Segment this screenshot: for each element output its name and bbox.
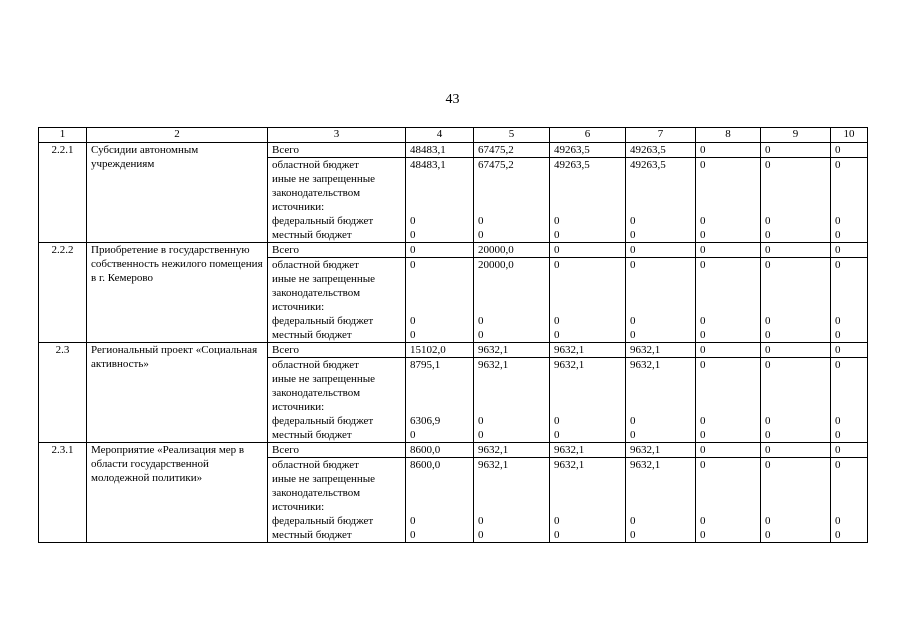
value-cell: 9632,1: [550, 443, 626, 458]
value-cell: 48483,1: [406, 158, 474, 173]
value-cell: 0: [406, 428, 474, 443]
value-cell: 0: [550, 414, 626, 428]
funding-source-cell: областной бюджет: [268, 258, 406, 273]
value-cell: 9632,1: [626, 458, 696, 473]
value-cell: 0: [831, 158, 868, 173]
value-cell: 0: [696, 528, 761, 543]
value-cell: 0: [696, 143, 761, 158]
value-cell: 0: [550, 214, 626, 228]
value-cell: 0: [761, 358, 831, 373]
value-cell: 9632,1: [474, 358, 550, 373]
value-cell: 9632,1: [626, 443, 696, 458]
value-cell: 0: [761, 414, 831, 428]
budget-table: [38, 127, 868, 543]
funding-source-cell: федеральный бюджет: [268, 314, 406, 328]
value-cell: 0: [831, 243, 868, 258]
value-cell: 0: [474, 228, 550, 243]
value-cell: 0: [761, 214, 831, 228]
value-cell: 0: [626, 428, 696, 443]
value-cell: 67475,2: [474, 158, 550, 173]
value-cell: 0: [831, 143, 868, 158]
funding-source-cell: федеральный бюджет: [268, 414, 406, 428]
value-cell: 8600,0: [406, 443, 474, 458]
funding-source-cell: иные не запрещенные законодательством источники:: [268, 272, 406, 314]
header-cell: 3: [268, 128, 406, 143]
value-cell: 0: [626, 328, 696, 343]
value-cell: 0: [831, 328, 868, 343]
value-cell: [696, 472, 761, 514]
value-cell: [406, 272, 474, 314]
value-cell: 49263,5: [550, 158, 626, 173]
value-cell: 0: [696, 414, 761, 428]
funding-source-cell: областной бюджет: [268, 358, 406, 373]
value-cell: 0: [406, 328, 474, 343]
value-cell: 0: [831, 228, 868, 243]
value-cell: 9632,1: [550, 458, 626, 473]
funding-source-cell: Всего: [268, 243, 406, 258]
funding-source-cell: федеральный бюджет: [268, 514, 406, 528]
value-cell: 0: [474, 428, 550, 443]
value-cell: 0: [626, 243, 696, 258]
value-cell: [550, 472, 626, 514]
funding-source-cell: местный бюджет: [268, 228, 406, 243]
value-cell: [626, 472, 696, 514]
header-cell: 2: [87, 128, 268, 143]
value-cell: 0: [761, 328, 831, 343]
value-cell: 0: [474, 328, 550, 343]
value-cell: 0: [626, 228, 696, 243]
value-cell: 0: [761, 343, 831, 358]
value-cell: 0: [406, 228, 474, 243]
value-cell: [761, 172, 831, 214]
value-cell: 0: [696, 258, 761, 273]
funding-source-cell: иные не запрещенные законодательством источники:: [268, 472, 406, 514]
value-cell: 9632,1: [626, 358, 696, 373]
value-cell: 0: [761, 443, 831, 458]
value-cell: 67475,2: [474, 143, 550, 158]
value-cell: [550, 372, 626, 414]
value-cell: 0: [831, 428, 868, 443]
funding-source-cell: иные не запрещенные законодательством источники:: [268, 172, 406, 214]
value-cell: 49263,5: [550, 143, 626, 158]
value-cell: 48483,1: [406, 143, 474, 158]
funding-source-cell: местный бюджет: [268, 328, 406, 343]
value-cell: 9632,1: [550, 343, 626, 358]
value-cell: 0: [550, 328, 626, 343]
value-cell: [474, 372, 550, 414]
value-cell: [626, 272, 696, 314]
value-cell: 0: [626, 528, 696, 543]
value-cell: [626, 372, 696, 414]
table-body: [39, 143, 868, 543]
value-cell: 0: [761, 228, 831, 243]
item-number-cell: 2.2.1: [39, 143, 87, 243]
page-number: 43: [445, 92, 460, 107]
funding-source-cell: областной бюджет: [268, 458, 406, 473]
value-cell: 0: [406, 528, 474, 543]
value-cell: [550, 272, 626, 314]
value-cell: 0: [406, 514, 474, 528]
value-cell: 0: [831, 514, 868, 528]
value-cell: [696, 172, 761, 214]
value-cell: 0: [831, 414, 868, 428]
header-cell: 7: [626, 128, 696, 143]
item-name-cell: Субсидии автономным учреждениям: [87, 143, 268, 243]
value-cell: 0: [406, 314, 474, 328]
value-cell: 0: [696, 158, 761, 173]
value-cell: 0: [626, 414, 696, 428]
item-name-cell: Мероприятие «Реализация мер в области государственной молодежной политики»: [87, 443, 268, 543]
value-cell: 0: [626, 258, 696, 273]
value-cell: 49263,5: [626, 143, 696, 158]
table-row: [39, 243, 868, 258]
value-cell: [761, 272, 831, 314]
value-cell: 15102,0: [406, 343, 474, 358]
value-cell: 0: [474, 528, 550, 543]
table-row: [39, 443, 868, 458]
item-number-cell: 2.2.2: [39, 243, 87, 343]
value-cell: 0: [761, 243, 831, 258]
value-cell: 0: [696, 458, 761, 473]
value-cell: 0: [696, 314, 761, 328]
value-cell: 9632,1: [474, 443, 550, 458]
value-cell: 20000,0: [474, 243, 550, 258]
value-cell: 0: [761, 428, 831, 443]
value-cell: [831, 172, 868, 214]
value-cell: 0: [696, 514, 761, 528]
value-cell: 0: [831, 258, 868, 273]
header-cell: 1: [39, 128, 87, 143]
table-header: [39, 128, 868, 143]
value-cell: [761, 472, 831, 514]
value-cell: 9632,1: [474, 458, 550, 473]
value-cell: 0: [831, 343, 868, 358]
header-cell: 6: [550, 128, 626, 143]
funding-source-cell: Всего: [268, 143, 406, 158]
value-cell: 0: [550, 243, 626, 258]
value-cell: [474, 172, 550, 214]
value-cell: 0: [550, 258, 626, 273]
value-cell: 0: [761, 514, 831, 528]
value-cell: [406, 372, 474, 414]
value-cell: 0: [831, 314, 868, 328]
value-cell: 0: [831, 358, 868, 373]
value-cell: 0: [474, 214, 550, 228]
value-cell: 6306,9: [406, 414, 474, 428]
value-cell: 0: [761, 258, 831, 273]
value-cell: 0: [406, 258, 474, 273]
value-cell: 0: [831, 443, 868, 458]
value-cell: 0: [696, 214, 761, 228]
value-cell: [550, 172, 626, 214]
value-cell: 0: [474, 314, 550, 328]
value-cell: [406, 472, 474, 514]
header-cell: 9: [761, 128, 831, 143]
header-cell: 8: [696, 128, 761, 143]
value-cell: 9632,1: [550, 358, 626, 373]
value-cell: [696, 272, 761, 314]
table-row: [39, 143, 868, 158]
value-cell: 0: [550, 428, 626, 443]
value-cell: 0: [761, 528, 831, 543]
value-cell: 20000,0: [474, 258, 550, 273]
funding-source-cell: областной бюджет: [268, 158, 406, 173]
value-cell: 0: [406, 214, 474, 228]
value-cell: 0: [626, 314, 696, 328]
value-cell: 0: [474, 414, 550, 428]
value-cell: 0: [626, 214, 696, 228]
value-cell: 0: [761, 314, 831, 328]
header-cell: 10: [831, 128, 868, 143]
value-cell: [831, 372, 868, 414]
value-cell: 0: [831, 214, 868, 228]
value-cell: 0: [406, 243, 474, 258]
value-cell: 0: [831, 458, 868, 473]
value-cell: 0: [696, 358, 761, 373]
funding-source-cell: Всего: [268, 343, 406, 358]
value-cell: 0: [626, 514, 696, 528]
value-cell: 0: [550, 314, 626, 328]
value-cell: [474, 272, 550, 314]
value-cell: 0: [696, 343, 761, 358]
value-cell: 9632,1: [626, 343, 696, 358]
value-cell: 0: [761, 458, 831, 473]
table-row: [39, 343, 868, 358]
value-cell: 0: [550, 514, 626, 528]
value-cell: [474, 472, 550, 514]
value-cell: 0: [696, 443, 761, 458]
value-cell: [761, 372, 831, 414]
value-cell: 0: [550, 528, 626, 543]
value-cell: 0: [550, 228, 626, 243]
value-cell: 0: [474, 514, 550, 528]
value-cell: 0: [831, 528, 868, 543]
item-name-cell: Региональный проект «Социальная активность»: [87, 343, 268, 443]
funding-source-cell: иные не запрещенные законодательством источники:: [268, 372, 406, 414]
value-cell: 9632,1: [474, 343, 550, 358]
value-cell: 0: [696, 328, 761, 343]
item-number-cell: 2.3.1: [39, 443, 87, 543]
value-cell: [831, 472, 868, 514]
header-cell: 5: [474, 128, 550, 143]
value-cell: 8795,1: [406, 358, 474, 373]
value-cell: [831, 272, 868, 314]
value-cell: [406, 172, 474, 214]
value-cell: 8600,0: [406, 458, 474, 473]
item-number-cell: 2.3: [39, 343, 87, 443]
value-cell: 0: [761, 143, 831, 158]
value-cell: 49263,5: [626, 158, 696, 173]
header-cell: 4: [406, 128, 474, 143]
value-cell: [696, 372, 761, 414]
funding-source-cell: местный бюджет: [268, 428, 406, 443]
value-cell: 0: [761, 158, 831, 173]
funding-source-cell: Всего: [268, 443, 406, 458]
value-cell: 0: [696, 228, 761, 243]
value-cell: 0: [696, 243, 761, 258]
funding-source-cell: местный бюджет: [268, 528, 406, 543]
item-name-cell: Приобретение в государственную собственность нежилого помещения в г. Кемерово: [87, 243, 268, 343]
funding-source-cell: федеральный бюджет: [268, 214, 406, 228]
value-cell: [626, 172, 696, 214]
value-cell: 0: [696, 428, 761, 443]
